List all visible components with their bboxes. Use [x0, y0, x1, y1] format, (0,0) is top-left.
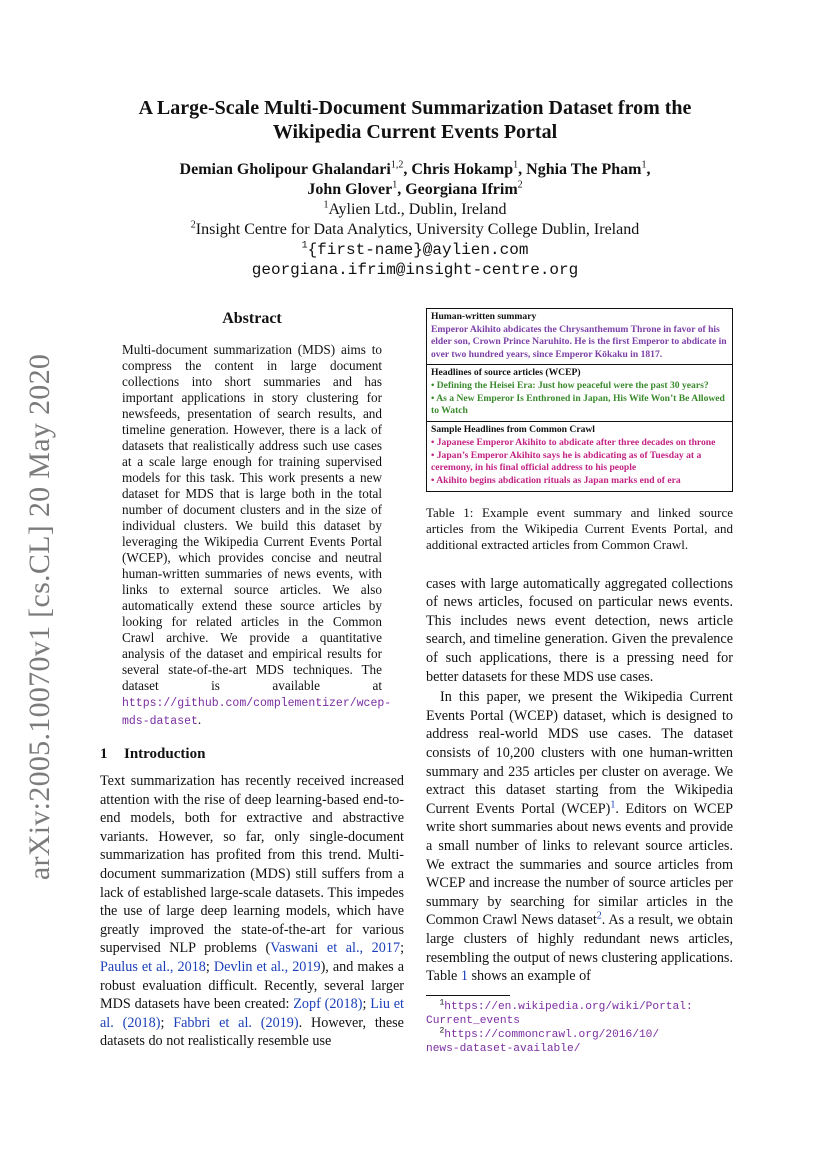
author-name: Georgiana Ifrim	[405, 181, 518, 198]
table-caption: Table 1: Example event summary and linked source articles from the Wikipedia Current Events Portal, and additional extracted articles from Common Crawl.	[426, 504, 733, 552]
intro-paragraph	[100, 772, 404, 1051]
author-line-2: John Glover$^1$, Georgiana Ifrim$^2$	[307, 179, 523, 198]
section-heading-introduction	[100, 746, 404, 763]
citation-link[interactable]: Liu et al. (2018)	[100, 996, 404, 1031]
footnote-divider	[426, 995, 510, 996]
author-line-1: Demian Gholipour Ghalandari$^{1,2}$, Chris Hokamp$^1$, Nghia The Pham$^1$,	[179, 159, 651, 178]
arxiv-identifier-text: arXiv:2005.10070v1 [cs.CL] 20 May 2020	[23, 353, 56, 881]
footnote-link[interactable]: news-dataset-available/	[426, 1042, 581, 1055]
author-affiliation-mark: 2	[517, 179, 523, 191]
affiliation-mark: 1	[323, 199, 329, 211]
affiliation-text: Insight Centre for Data Analytics, University College Dublin, Ireland	[195, 221, 640, 238]
author-block	[100, 160, 730, 280]
email-text: {first-name}@aylien.com	[307, 241, 529, 259]
separator: ;	[160, 1014, 174, 1031]
footnote-link[interactable]: https://en.wikipedia.org/wiki/Portal:	[444, 1000, 693, 1013]
author-affiliation-mark: 1,2	[390, 159, 404, 171]
abstract-heading: Abstract	[222, 310, 282, 327]
title-line-2: Wikipedia Current Events Portal	[272, 121, 558, 143]
abstract-end: .	[197, 712, 202, 727]
table-section-wcep	[427, 365, 732, 422]
author-affiliation-mark: 1	[513, 159, 519, 171]
footnote-2	[426, 1025, 733, 1056]
citation-link[interactable]: Paulus et al., 2018	[100, 958, 206, 975]
affiliation-mark: 2	[190, 219, 196, 231]
body-text: . As a result, we obtain large clusters of highly redundant news articles, resembling the output of news clustering applications. Table	[426, 912, 733, 985]
table-section-heading: Headlines of source articles (WCEP)	[431, 366, 581, 378]
body-text: shows an example of	[467, 968, 591, 985]
summary-text: Emperor Akihito abdicates the Chrysanthemum Throne in favor of his elder son, Crown Prince Naruhito. He is the first Emperor to abdicate in over two hundred years, since Emperor Kōkaku in 1817.	[431, 324, 727, 360]
citation-link[interactable]: Devlin et al., 2019	[213, 958, 321, 975]
author-name: John Glover	[307, 181, 393, 198]
footnote-mark[interactable]: 2	[596, 910, 602, 922]
body-text: In this paper, we present the Wikipedia Current Events Portal (WCEP) dataset, which is designed to address real-world MDS use cases. The dataset consists of 10,200 clusters with one human-written summary and 235 articles per cluster on average. We extract this dataset starting from the Wikipedia Current Events Portal (WCEP)	[426, 689, 733, 817]
headline-item: • As a New Emperor Is Enthroned in Japan, His Wife Won’t Be Allowed to Watch	[431, 393, 725, 417]
intro-text: Text summarization has recently received increased attention with the rise of deep learning-based end-to-end models, both for extractive and abstractive variants. However, so far, only single-document summarization has profited from this trend. Multi-document summarization (MDS) still suffers from a lack of established large-scale datasets. This impedes the use of large deep learning models, which have greatly improved the state-of-the-art for various supervised NLP problems (	[100, 773, 404, 957]
table-section-heading: Human-written summary	[431, 311, 537, 322]
email-2: georgiana.ifrim@insight-centre.org	[251, 261, 579, 279]
affiliation-2	[100, 220, 730, 240]
footnote-mark[interactable]: 1	[610, 799, 616, 811]
author-affiliation-mark: 1	[641, 159, 647, 171]
table-reference-link[interactable]: 1	[460, 968, 468, 985]
footnote-number: 2	[439, 1025, 445, 1035]
author-name: Nghia The Pham	[526, 161, 642, 178]
section-title: Introduction	[124, 746, 206, 762]
author-affiliation-mark: 1	[392, 179, 398, 191]
footnote-1	[426, 997, 733, 1028]
body-paragraph	[426, 688, 733, 986]
affiliation-text: Aylien Ltd., Dublin, Ireland	[328, 201, 507, 218]
footnote-link[interactable]: Current_events	[426, 1014, 520, 1027]
section-number: 1	[100, 746, 108, 762]
arxiv-identifier	[20, 352, 60, 882]
paper-title	[100, 96, 730, 144]
footnote-number: 1	[439, 997, 445, 1007]
headline-item: • Akihito begins abdication rituals as Japan marks end of era	[431, 475, 681, 487]
email-mark: 1	[301, 240, 308, 252]
example-table	[426, 308, 733, 492]
separator: ;	[400, 940, 405, 957]
table-section-heading: Sample Headlines from Common Crawl	[431, 423, 595, 435]
citation-link[interactable]: Vaswani et al., 2017	[270, 940, 401, 957]
headline-item: • Japanese Emperor Akihito to abdicate after three decades on throne	[431, 436, 716, 448]
dataset-link[interactable]: https://github.com/complementizer/wcep-mds-dataset	[122, 697, 392, 728]
body-text: . Editors on WCEP write short summaries about news events and provide a small number of links to relevant source articles. We extract the summaries and source articles from WCEP and increase the number of source articles per summary by searching for similar articles in the Common Crawl News dataset	[426, 800, 734, 929]
citation-link[interactable]: Fabbri et al. (2019)	[173, 1014, 299, 1031]
citation-link[interactable]: Zopf (2018)	[293, 996, 363, 1013]
author-name: Demian Gholipour Ghalandari	[179, 161, 391, 178]
left-column	[100, 310, 404, 1051]
intro-text: . However, these datasets do not realistically resemble use	[100, 1014, 404, 1050]
table-section-common-crawl	[427, 422, 732, 491]
headline-item: • Japan’s Emperor Akihito says he is abdicating as of Tuesday at a ceremony, in his final official address to his people	[431, 450, 702, 474]
email-1	[100, 240, 730, 260]
affiliation-1	[100, 200, 730, 220]
headline-item: • Defining the Heisei Era: Just how peaceful were the past 30 years?	[431, 380, 709, 392]
separator: ;	[362, 996, 371, 1013]
footnote-link[interactable]: https://commoncrawl.org/2016/10/	[444, 1028, 660, 1041]
separator: ;	[205, 958, 214, 975]
intro-text: ), and makes a robust evaluation difficult. Recently, several larger MDS datasets have been created:	[100, 958, 404, 1013]
right-column	[426, 308, 733, 1056]
author-name: Chris Hokamp	[411, 161, 514, 178]
title-line-1: A Large-Scale Multi-Document Summarization Dataset from the	[138, 97, 692, 119]
body-paragraph: cases with large automatically aggregated collections of news articles, focused on particular news events. This includes news event detection, news article search, and timeline generation. Given the prevalence of such applications, there is a pressing need for better datasets for these MDS use cases.	[426, 575, 733, 685]
abstract-body: Multi-document summarization (MDS) aims to compress the content in large document collections into short summaries and has important applications in story clustering for newsfeeds, presentation of search results, and timeline generation. However, there is a lack of datasets that realistically address such use cases at a scale large enough for training supervised models for this task. This work presents a new dataset for MDS that is large both in the total number of document clusters and in the size of individual clusters. We build this dataset by leveraging the Wikipedia Current Events Portal (WCEP), which provides concise and neutral human-written summaries of news events, with links to external source articles. We also automatically extend these source articles by looking for related articles in the Common Crawl archive. We provide a quantitative analysis of the dataset and empirical results for several state-of-the-art MDS techniques. The dataset is available at	[122, 342, 382, 693]
table-section-summary	[427, 309, 732, 365]
abstract-text	[122, 342, 392, 730]
